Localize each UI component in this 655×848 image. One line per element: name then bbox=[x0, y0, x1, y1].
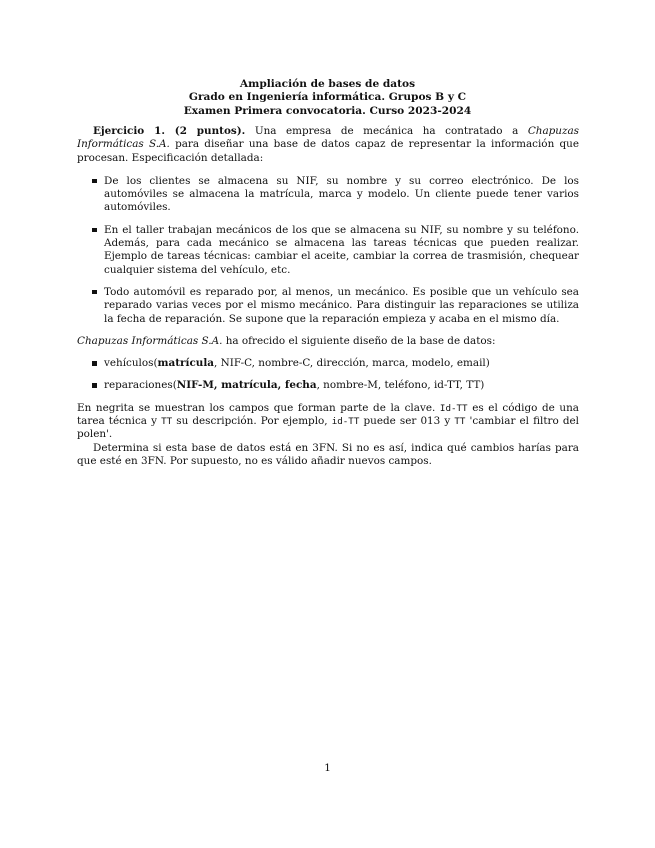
list-item bbox=[77, 224, 579, 277]
document-header bbox=[0, 78, 655, 118]
exercise-heading: Ejercicio 1. (2 puntos). bbox=[93, 125, 246, 137]
key-separator: , bbox=[213, 379, 222, 392]
spec-item-text: De los clientes se almacena su NIF, su nombre y su correo electrónico. De los automóviles se almacena la matrícula, marca y modelo. Un cliente puede tener varios automóviles. bbox=[104, 174, 579, 214]
other-fields: , nombre-M, teléfono, id-TT, TT) bbox=[316, 379, 485, 392]
task-statement: Determina si esta base de datos está en 3FN. Si no es así, indica qué cambios harías para que esté en 3FN. Por supuesto, no es válido añadir nuevos campos. bbox=[77, 441, 579, 467]
spec-item-text: Todo automóvil es reparado por, al menos, un mecánico. Es posible que un vehículo sea reparado varias veces por el mismo mecánico. Para distinguir las reparaciones se utiliza la fecha de reparación. Se supone que la reparación empieza y acaba en el mismo día. bbox=[104, 285, 579, 325]
intro-text-after: para diseñar una base de datos capaz de representar la información que procesan. Especificación detallada: bbox=[77, 138, 579, 164]
page-number: 1 bbox=[324, 762, 331, 774]
key-field: matrícula bbox=[157, 357, 215, 370]
key-separator: , bbox=[277, 379, 285, 392]
note-text: 'cambiar el filtro del polen'. bbox=[77, 415, 579, 441]
table-name: reparaciones( bbox=[104, 379, 177, 392]
code-id-tt: id-TT bbox=[331, 416, 360, 428]
schema-table-reparaciones bbox=[77, 379, 579, 392]
schema-list bbox=[77, 357, 579, 393]
company-name: Chapuzas Informáticas S.A. bbox=[77, 125, 579, 151]
table-name: vehículos( bbox=[104, 357, 158, 370]
note-text: su descripción. Por ejemplo, bbox=[172, 415, 332, 428]
company-name: Chapuzas Informáticas S.A. bbox=[77, 334, 223, 347]
bullet-icon bbox=[92, 383, 97, 388]
spec-item-text: En el taller trabajan mecánicos de los que se almacena su NIF, su nombre y su teléfono. Además, para cada mecánico se almacena las tareas técnicas que pueden realizar. Ejemplo de tareas técnicas: cambiar el aceite, cambiar la correa de trasmisión, chequear cualquier sistema del vehículo, etc. bbox=[104, 223, 579, 276]
code-tt: TT bbox=[161, 416, 173, 428]
note-text: En negrita se muestran los campos que forman parte de la clave. bbox=[77, 401, 440, 414]
bullet-icon bbox=[92, 290, 97, 295]
bullet-icon bbox=[92, 228, 97, 233]
key-field: fecha bbox=[284, 379, 317, 392]
design-intro-text: ha ofrecido el siguiente diseño de la base de datos: bbox=[222, 334, 496, 347]
exercise-intro bbox=[77, 125, 579, 165]
list-item bbox=[77, 175, 579, 215]
course-title: Ampliación de bases de datos bbox=[239, 78, 416, 90]
intro-text-before: Una empresa de mecánica ha contratado a bbox=[245, 125, 528, 137]
schema-table-vehiculos bbox=[77, 357, 579, 370]
exercise-body bbox=[77, 125, 579, 468]
other-fields: , NIF-C, nombre-C, dirección, marca, modelo, email) bbox=[214, 357, 490, 370]
design-intro bbox=[77, 335, 579, 348]
degree-groups: Grado en Ingeniería informática. Grupos B y C bbox=[188, 91, 467, 104]
key-field: matrícula bbox=[221, 379, 278, 392]
note-text: puede ser 013 y bbox=[359, 415, 455, 428]
bullet-icon bbox=[92, 179, 97, 184]
code-id-tt: Id-TT bbox=[439, 402, 468, 414]
exam-session: Examen Primera convocatoria. Curso 2023-2024 bbox=[183, 104, 472, 117]
list-item bbox=[77, 286, 579, 326]
code-tt: TT bbox=[454, 416, 466, 428]
specification-list bbox=[77, 175, 579, 326]
key-field: NIF-M bbox=[176, 379, 214, 392]
key-note bbox=[77, 402, 579, 442]
bullet-icon bbox=[92, 361, 97, 366]
note-text: es el código de una tarea técnica y bbox=[77, 401, 579, 428]
